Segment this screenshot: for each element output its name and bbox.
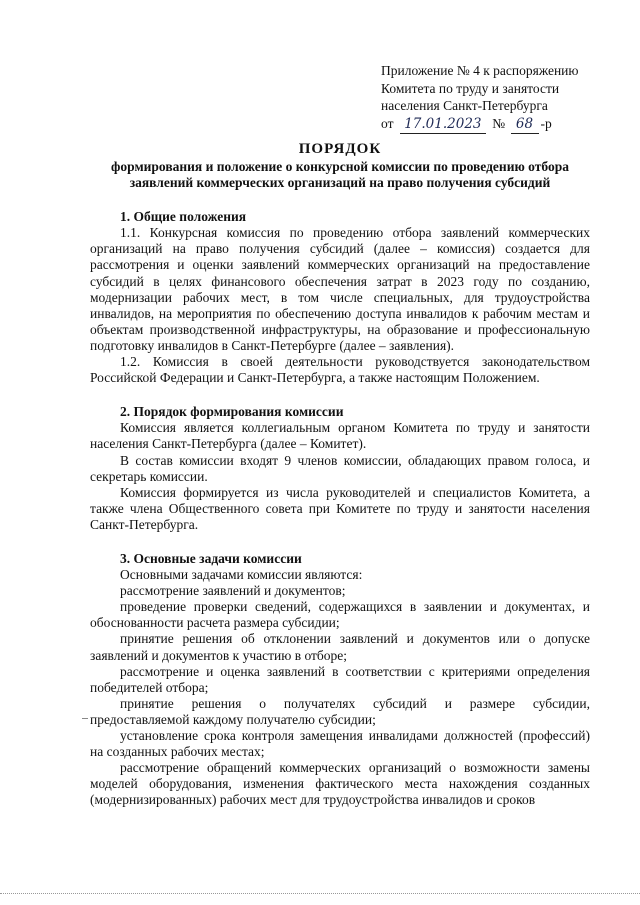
document-subtitle-1: формирования и положение о конкурсной комиссии по проведению отбора <box>111 159 569 174</box>
section-2-paragraph-1: Комиссия является коллегиальным органом Комитета по труду и занятости населения Санкт-Петербурга (далее – Комитет). <box>90 420 590 452</box>
margin-mark <box>82 718 88 719</box>
handwritten-number: 68 <box>511 116 539 135</box>
section-3-item: установление срока контроля замещения инвалидами должностей (профессий) на созданных рабочих местах; <box>90 728 590 760</box>
section-1-heading: 1. Общие положения <box>120 209 247 225</box>
section-3-item: принятие решения об отклонении заявлений и документов или о допуске заявлений и документов к участию в отборе; <box>90 631 590 663</box>
annex-line-2: Комитета по труду и занятости <box>381 80 560 96</box>
section-3-item: рассмотрение заявлений и документов; <box>120 583 346 599</box>
section-1-paragraph-1: 1.1. Конкурсная комиссия по проведению отбора заявлений коммерческих организаций на право получения субсидий (далее – комиссия) создается для рассмотрения и оценки заявлений коммерческих организаций на предоставление субсидий в целях финансового обеспечения затрат в 2023 году по созданию, модернизации рабочих мест, в том числе специальных, для трудоустройства инвалидов, на мероприятия по обеспечению доступа инвалидов к рабочим местам и объектам производственной инфраструктуры, на образование и профессиональную подготовку инвалидов в Санкт-Петербурге (далее – заявления). <box>90 225 590 353</box>
scan-bottom-edge <box>0 893 640 894</box>
document-title: ПОРЯДОК <box>298 141 382 157</box>
document-subtitle-2: заявлений коммерческих организаций на право получения субсидий <box>129 175 551 191</box>
annex-num-sign: № <box>492 115 506 131</box>
section-1-paragraph-2: 1.2. Комиссия в своей деятельности руководствуется законодательством Российской Федерации и Санкт-Петербурга, а также настоящим Положением. <box>90 354 590 386</box>
document-body <box>90 140 590 808</box>
annex-date-line <box>381 115 631 135</box>
section-3-item: рассмотрение обращений коммерческих организаций о возможности замены моделей оборудования, изменения фактического места нахождения созданных (модернизированных) рабочих мест для трудоустройства инвалидов и сроков <box>90 760 590 808</box>
section-2-heading: 2. Порядок формирования комиссии <box>120 404 344 420</box>
section-3-item: проведение проверки сведений, содержащихся в заявлении и документах, и обоснованности расчета размера субсидии; <box>90 599 590 631</box>
section-3-intro: Основными задачами комиссии являются: <box>120 567 363 583</box>
annex-line-1: Приложение № 4 к распоряжению <box>381 63 579 78</box>
section-2-paragraph-2: В состав комиссии входят 9 членов комиссии, обладающих правом голоса, и секретарь комиссии. <box>90 452 590 484</box>
annex-from: от <box>381 115 394 131</box>
annex-line-3: населения Санкт-Петербурга <box>381 98 548 113</box>
section-3-heading: 3. Основные задачи комиссии <box>120 550 302 566</box>
handwritten-date: 17.01.2023 <box>400 116 486 135</box>
annex-block <box>381 62 631 134</box>
section-2-paragraph-3: Комиссия формируется из числа руководителей и специалистов Комитета, а также члена Общественного совета при Комитете по труду и занятости населения Санкт-Петербурга. <box>90 484 590 532</box>
annex-suffix: -р <box>540 115 552 131</box>
section-3-item: принятие решения о получателях субсидий и размере субсидии, предоставляемой каждому получателю субсидии; <box>90 695 590 727</box>
section-3-item: рассмотрение и оценка заявлений в соответствии с критериями определения победителей отбора; <box>90 663 590 695</box>
